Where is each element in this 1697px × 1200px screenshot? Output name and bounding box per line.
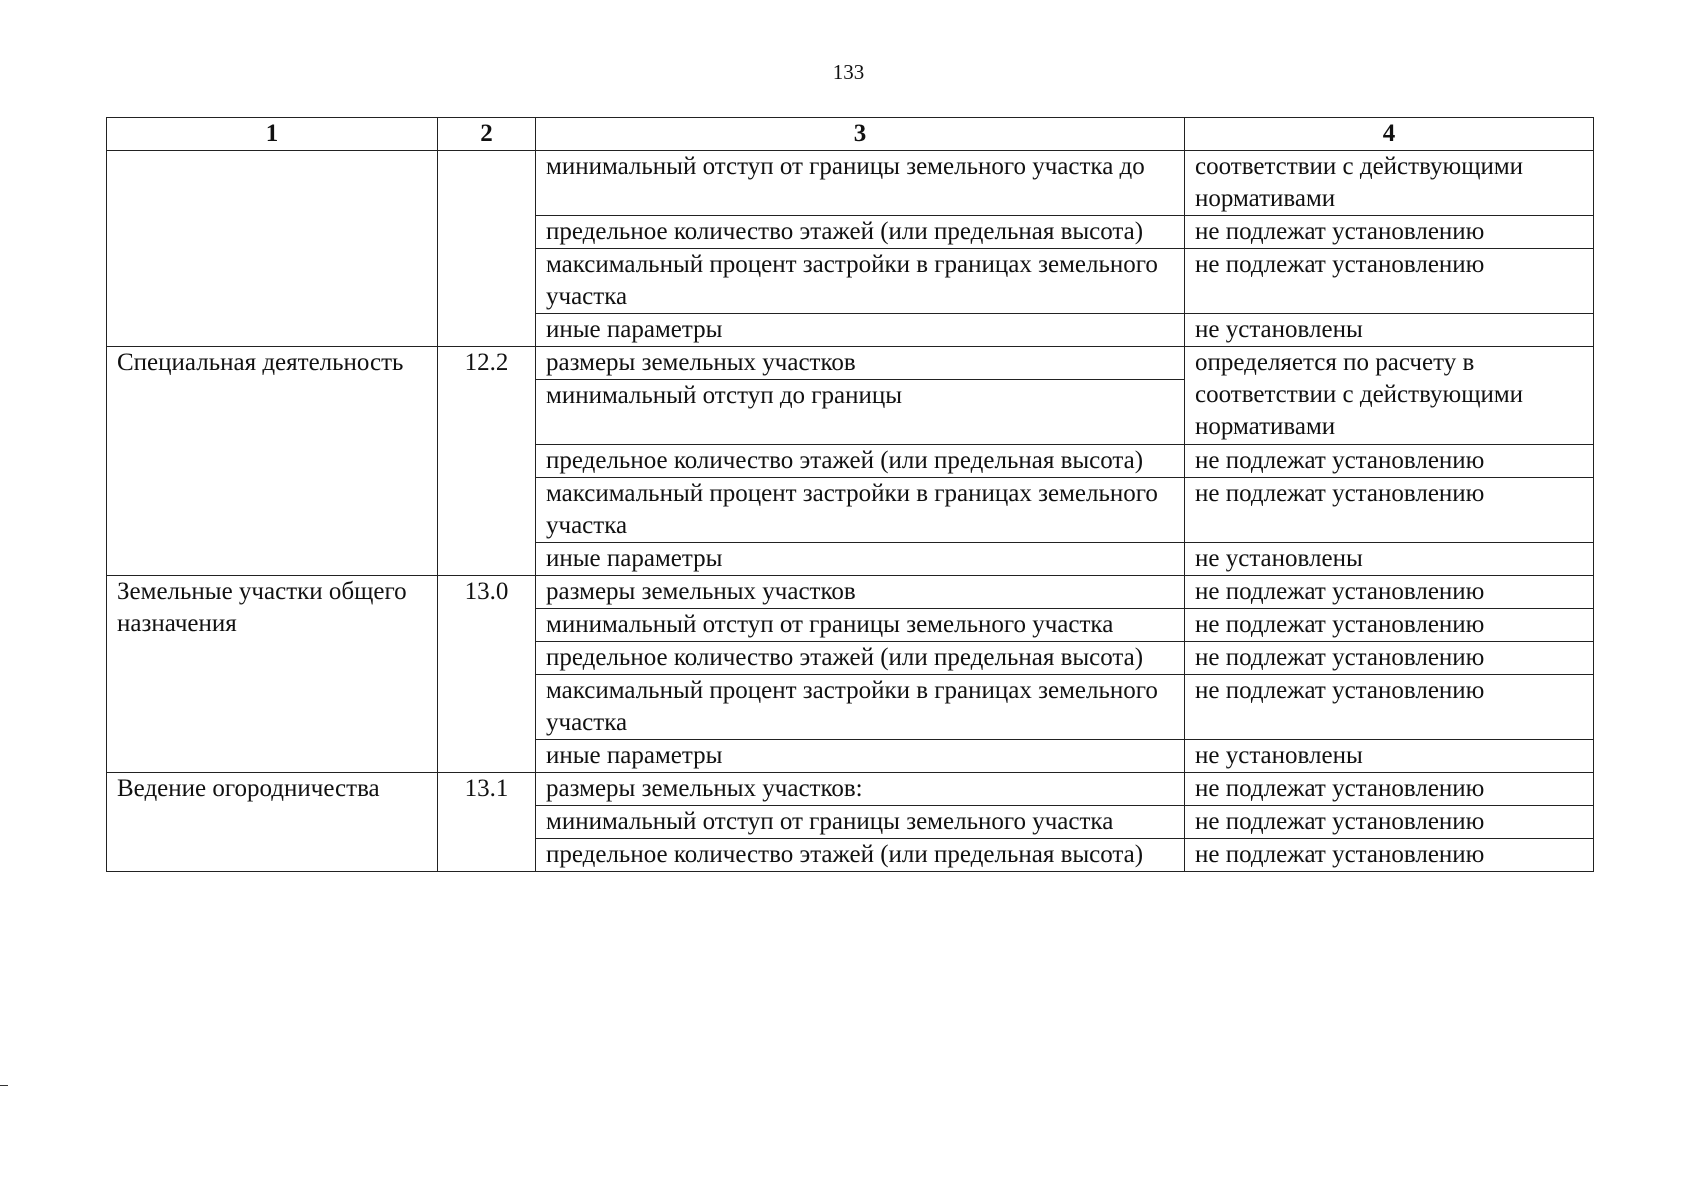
header-cell-4: 4 [1185,118,1594,151]
param-cell: минимальный отступ от границы земельного участка [536,609,1185,642]
param-cell: максимальный процент застройки в границах земельного участка [536,675,1185,740]
use-code-cell: 12.2 [438,347,536,576]
value-cell: не подлежат установлению [1185,216,1594,249]
param-cell: предельное количество этажей (или предельная высота) [536,642,1185,675]
value-cell: не подлежат установлению [1185,609,1594,642]
value-cell: не подлежат установлению [1185,675,1594,740]
value-cell: не подлежат установлению [1185,839,1594,872]
value-cell: не установлены [1185,314,1594,347]
use-name-cell: Специальная деятельность [107,347,438,576]
use-code-cell: 13.1 [438,773,536,872]
value-cell: не подлежат установлению [1185,576,1594,609]
use-code-cell: 13.0 [438,576,536,773]
param-cell: минимальный отступ от границы земельного участка [536,806,1185,839]
param-cell: предельное количество этажей (или предельная высота) [536,839,1185,872]
param-cell: иные параметры [536,314,1185,347]
param-cell: минимальный отступ от границы земельного участка до [536,151,1185,216]
param-cell: предельное количество этажей (или предельная высота) [536,445,1185,478]
value-cell: не подлежат установлению [1185,773,1594,806]
param-cell: максимальный процент застройки в границах земельного участка [536,478,1185,543]
header-cell-1: 1 [107,118,438,151]
parameters-table [106,117,1594,872]
value-cell: не подлежат установлению [1185,445,1594,478]
use-name-cell: Ведение огородничества [107,773,438,872]
use-name-cell: Земельные участки общего назначения [107,576,438,773]
value-cell: не подлежат установлению [1185,249,1594,314]
table-header-row [107,118,1594,151]
param-cell: иные параметры [536,740,1185,773]
value-cell: определяется по расчету в соответствии с действующими нормативами [1185,347,1594,445]
use-name-cell [107,151,438,347]
value-cell: соответствии с действующими нормативами [1185,151,1594,216]
param-cell: размеры земельных участков: [536,773,1185,806]
header-cell-2: 2 [438,118,536,151]
value-cell: не установлены [1185,543,1594,576]
table-row [107,576,1594,609]
table-row [107,773,1594,806]
param-cell: максимальный процент застройки в границах земельного участка [536,249,1185,314]
use-code-cell [438,151,536,347]
param-cell: предельное количество этажей (или предельная высота) [536,216,1185,249]
value-cell: не установлены [1185,740,1594,773]
margin-mark [0,1085,8,1086]
table-row [107,151,1594,216]
value-cell: не подлежат установлению [1185,806,1594,839]
table-row [107,347,1594,380]
param-cell: размеры земельных участков [536,347,1185,380]
value-cell: не подлежат установлению [1185,478,1594,543]
param-cell: размеры земельных участков [536,576,1185,609]
param-cell: иные параметры [536,543,1185,576]
value-cell: не подлежат установлению [1185,642,1594,675]
param-cell: минимальный отступ до границы [536,380,1185,445]
page-number: 133 [832,60,865,84]
header-cell-3: 3 [536,118,1185,151]
